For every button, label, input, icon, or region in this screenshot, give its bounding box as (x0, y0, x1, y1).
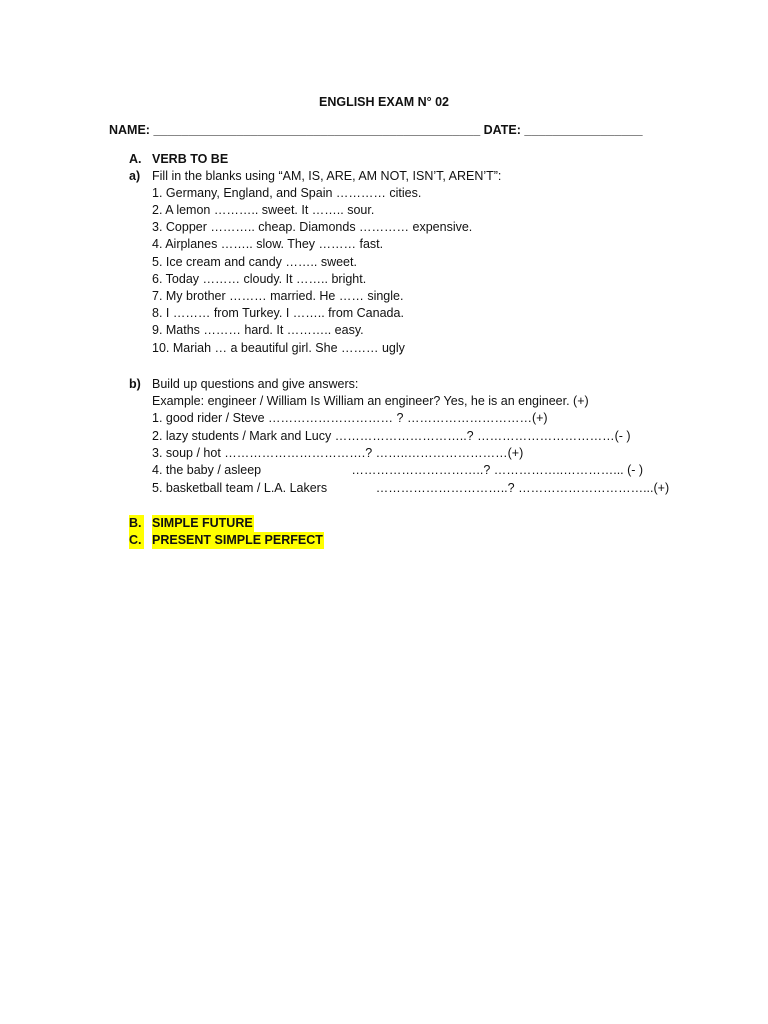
part-a-instruction: Fill in the blanks using “AM, IS, ARE, AM NOT, ISN’T, AREN’T”: (152, 169, 502, 183)
part-a-marker: a) (129, 169, 141, 183)
part-b-marker: b) (129, 377, 141, 391)
part-b-instruction: Build up questions and give answers: (152, 377, 359, 391)
part-a-item-8: 8. I ……… from Turkey. I …….. from Canada. (152, 306, 404, 320)
section-b-marker: B. (129, 516, 142, 530)
section-b-heading: SIMPLE FUTURE (152, 516, 253, 530)
part-a-item-3: 3. Copper ……….. cheap. Diamonds ………… expensive. (152, 220, 473, 234)
section-c-marker: C. (129, 533, 142, 547)
part-a-item-6: 6. Today ……… cloudy. It …….. bright. (152, 272, 367, 286)
exam-title: ENGLISH EXAM N° 02 (318, 95, 450, 109)
section-a-heading: VERB TO BE (152, 152, 229, 166)
part-a-item-1: 1. Germany, England, and Spain ………… cities. (152, 186, 422, 200)
part-b-item-1: 1. good rider / Steve ………………………… ? …………………………(+) (152, 411, 548, 425)
name-date-line: NAME: _______________________________________________ DATE: _________________ (109, 123, 643, 137)
part-a-item-2: 2. A lemon ……….. sweet. It …….. sour. (152, 203, 375, 217)
part-b-item-4: 4. the baby / asleep …………………………..? ……………..…………... (- ) (152, 463, 644, 477)
part-b-item-2: 2. lazy students / Mark and Lucy …………………………..? ……………………………(- ) (152, 429, 631, 443)
section-a-marker: A. (129, 152, 142, 166)
part-a-item-7: 7. My brother ……… married. He …… single. (152, 289, 404, 303)
part-a-item-10: 10. Mariah … a beautiful girl. She ……… ugly (152, 341, 405, 355)
section-c-heading: PRESENT SIMPLE PERFECT (152, 533, 323, 547)
part-b-example: Example: engineer / William Is William an engineer? Yes, he is an engineer. (+) (152, 394, 589, 408)
part-a-item-4: 4. Airplanes …….. slow. They ……… fast. (152, 237, 384, 251)
part-b-item-5: 5. basketball team / L.A. Lakers …………………………..? …………………………...(+) (152, 481, 670, 495)
part-a-item-5: 5. Ice cream and candy …….. sweet. (152, 255, 357, 269)
part-a-item-9: 9. Maths ……… hard. It ……….. easy. (152, 323, 364, 337)
part-b-item-3: 3. soup / hot …………………………….? ……..……………………(+) (152, 446, 524, 460)
